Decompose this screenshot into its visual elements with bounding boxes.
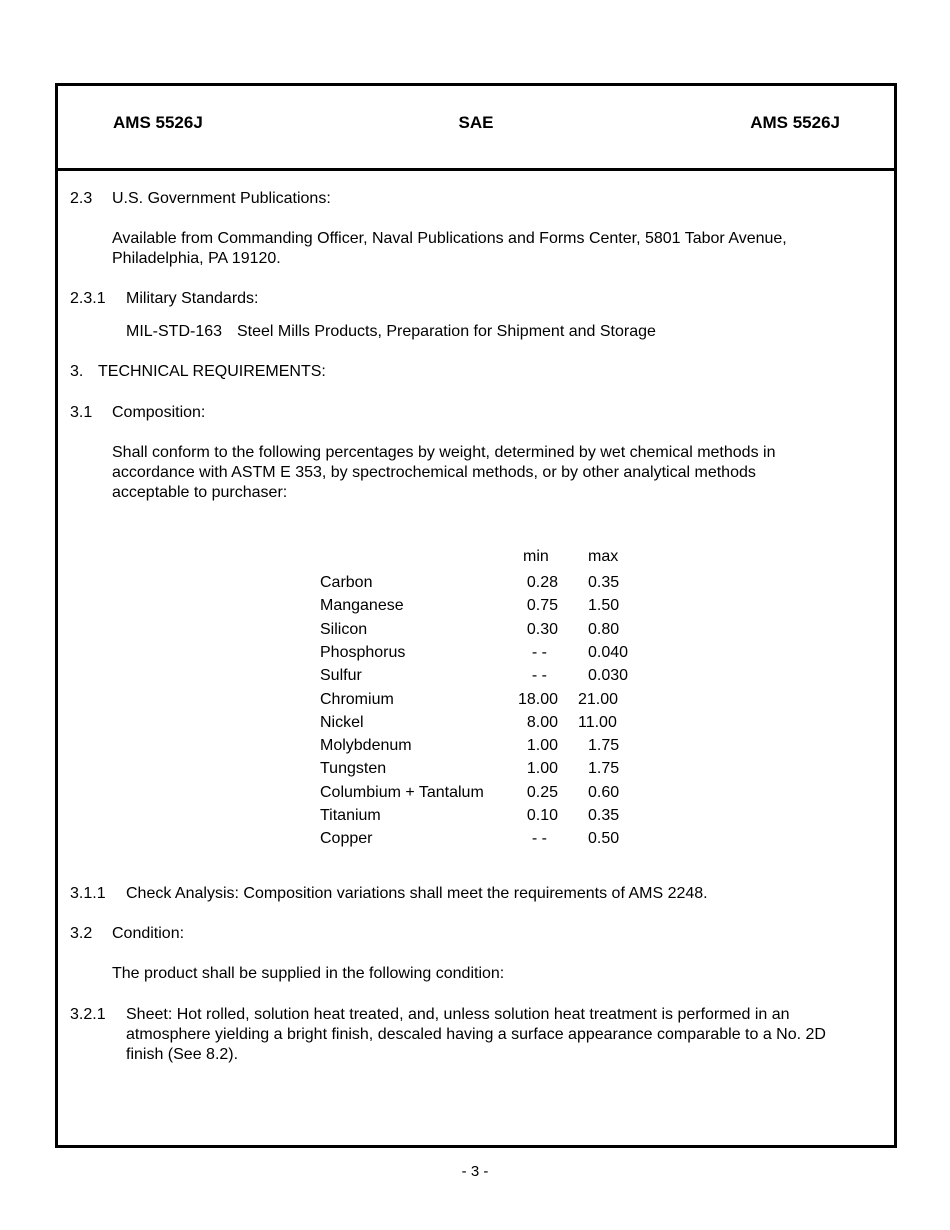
composition-element: Silicon bbox=[320, 621, 368, 638]
composition-element: Titanium bbox=[320, 807, 381, 824]
composition-max: 0.50 bbox=[588, 830, 620, 847]
mil-std-code: MIL-STD-163 bbox=[126, 323, 223, 340]
paragraph-line: The product shall be supplied in the following condition: bbox=[112, 965, 505, 982]
composition-max: 0.030 bbox=[588, 667, 629, 684]
composition-min: 0.28 bbox=[526, 574, 558, 591]
composition-max: 0.040 bbox=[588, 644, 629, 661]
composition-max: 1.75 bbox=[588, 737, 620, 754]
composition-min: 0.30 bbox=[526, 621, 558, 638]
composition-element: Tungsten bbox=[320, 760, 387, 777]
paragraph-line: Sheet: Hot rolled, solution heat treated, and, unless solution heat treatment is performed in an bbox=[126, 1006, 790, 1023]
section-number: 3. bbox=[70, 363, 84, 380]
paragraph-line: finish (See 8.2). bbox=[126, 1046, 239, 1063]
composition-max: 0.35 bbox=[588, 574, 620, 591]
section-number: 3.1.1 bbox=[70, 885, 106, 902]
composition-min: 18.00 bbox=[517, 691, 558, 708]
section-number: 3.2 bbox=[70, 925, 93, 942]
composition-element: Phosphorus bbox=[320, 644, 406, 661]
composition-max: 1.50 bbox=[588, 597, 620, 614]
composition-min: 8.00 bbox=[526, 714, 558, 731]
paragraph-line: accordance with ASTM E 353, by spectrochemical methods, or by other analytical methods bbox=[112, 464, 756, 481]
page-number: - 3 - bbox=[461, 1163, 489, 1180]
paragraph-line: Philadelphia, PA 19120. bbox=[112, 250, 281, 267]
header-doc-id-left: AMS 5526J bbox=[113, 113, 203, 132]
header-doc-id-right: AMS 5526J bbox=[750, 113, 840, 132]
table-header-max: max bbox=[588, 548, 619, 565]
composition-max: 1.75 bbox=[588, 760, 620, 777]
composition-element: Carbon bbox=[320, 574, 373, 591]
composition-element: Nickel bbox=[320, 714, 364, 731]
section-title: Military Standards: bbox=[126, 290, 259, 307]
composition-element: Molybdenum bbox=[320, 737, 412, 754]
composition-min: 0.75 bbox=[526, 597, 558, 614]
paragraph-line: acceptable to purchaser: bbox=[112, 484, 288, 501]
composition-min: - - bbox=[531, 667, 547, 684]
composition-min: 0.25 bbox=[526, 784, 558, 801]
section-number: 3.1 bbox=[70, 404, 93, 421]
table-header-min: min bbox=[523, 548, 549, 565]
header-org: SAE bbox=[458, 113, 494, 132]
composition-min: - - bbox=[531, 644, 547, 661]
composition-min: 0.10 bbox=[526, 807, 558, 824]
paragraph-line: Available from Commanding Officer, Naval Publications and Forms Center, 5801 Tabor Avenue, bbox=[112, 230, 787, 247]
composition-max: 0.35 bbox=[588, 807, 620, 824]
section-number: 3.2.1 bbox=[70, 1006, 106, 1023]
section-number: 2.3.1 bbox=[70, 290, 106, 307]
composition-max: 0.80 bbox=[588, 621, 620, 638]
paragraph-line: Shall conform to the following percentages by weight, determined by wet chemical methods in bbox=[112, 444, 776, 461]
composition-element: Copper bbox=[320, 830, 373, 847]
composition-min: 1.00 bbox=[526, 737, 558, 754]
page-header bbox=[58, 86, 894, 171]
composition-element: Sulfur bbox=[320, 667, 362, 684]
composition-element: Manganese bbox=[320, 597, 404, 614]
section-title: Check Analysis: Composition variations shall meet the requirements of AMS 2248. bbox=[126, 885, 708, 902]
composition-element: Columbium + Tantalum bbox=[320, 784, 484, 801]
mil-std-title: Steel Mills Products, Preparation for Shipment and Storage bbox=[237, 323, 656, 340]
composition-element: Chromium bbox=[320, 691, 394, 708]
section-title: Composition: bbox=[112, 404, 206, 421]
section-title: Condition: bbox=[112, 925, 185, 942]
composition-min: 1.00 bbox=[526, 760, 558, 777]
paragraph-line: atmosphere yielding a bright finish, descaled having a surface appearance comparable to a No. 2D bbox=[126, 1026, 826, 1043]
composition-max: 11.00 bbox=[578, 714, 617, 731]
section-title: TECHNICAL REQUIREMENTS: bbox=[98, 363, 326, 380]
composition-min: - - bbox=[531, 830, 547, 847]
composition-max: 0.60 bbox=[588, 784, 620, 801]
section-title: U.S. Government Publications: bbox=[112, 190, 331, 207]
composition-max: 21.00 bbox=[578, 691, 619, 708]
section-number: 2.3 bbox=[70, 190, 93, 207]
